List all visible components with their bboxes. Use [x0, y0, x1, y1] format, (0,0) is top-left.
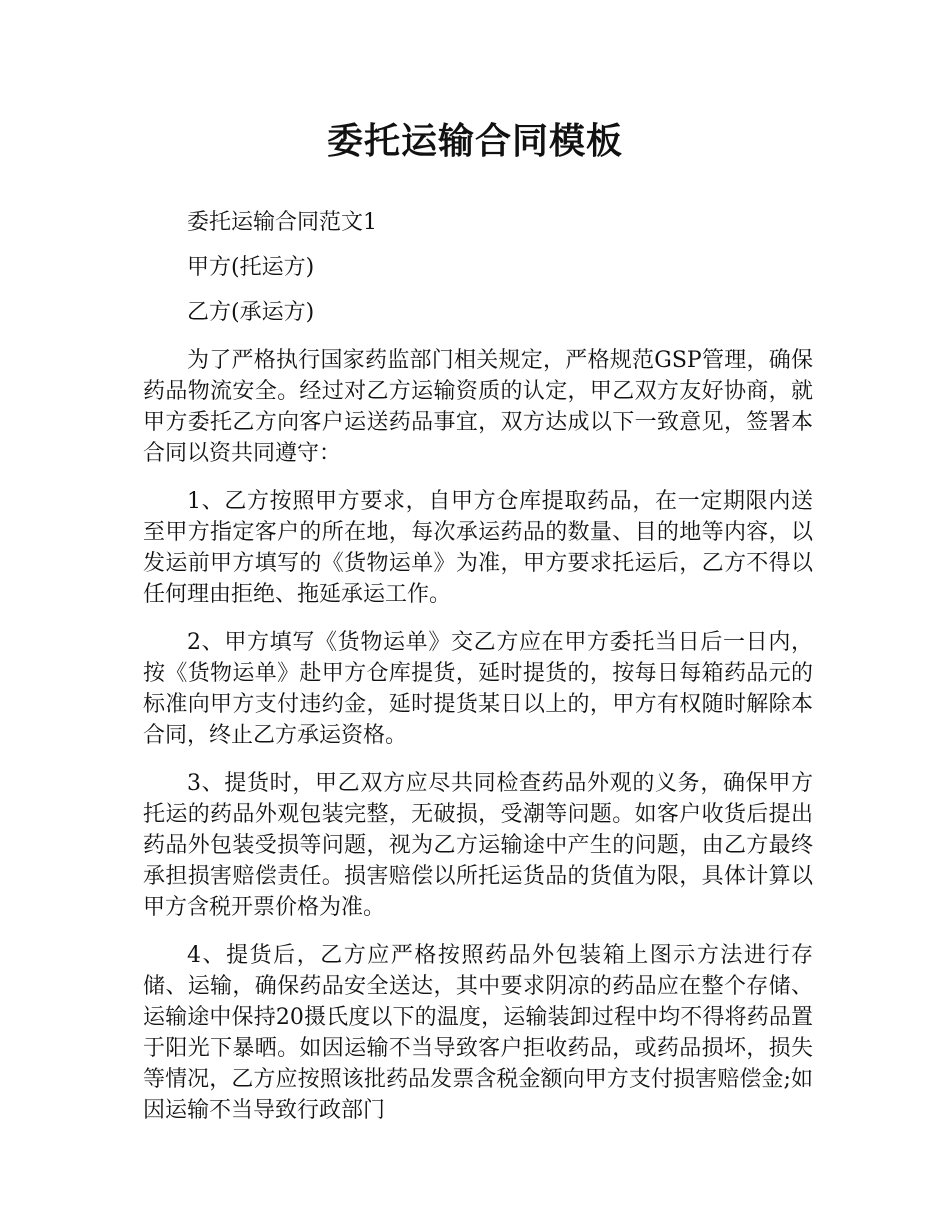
heading-line-party-b: 乙方(承运方): [187, 300, 315, 325]
document-title: 委托运输合同模板: [326, 121, 623, 162]
heading-line-party-a: 甲方(托运方): [187, 255, 315, 280]
paragraph-clause-4: 4、提货后，乙方应严格按照药品外包装箱上图示方法进行存储、运输，确保药品安全送达，其中要求阴凉的药品应在整个存储、运输途中保持20摄氏度以下的温度，运输装卸过程中均不得将药品置于阳光下暴晒。如因运输不当导致客户拒收药品，或药品损坏，损失等情况，乙方应按照该批药品发票含税金额向甲方支付损害赔偿金;如因运输不当导致行政部门: [143, 943, 813, 1123]
document-body: [143, 200, 813, 1126]
heading-line-template-name: 委托运输合同范文1: [187, 210, 377, 235]
paragraph-clause-3: 3、提货时，甲乙双方应尽共同检查药品外观的义务，确保甲方托运的药品外观包装完整，无破损，受潮等问题。如客户收货后提出药品外包装受损等问题，视为乙方运输途中产生的问题，由乙方最终承担损害赔偿责任。损害赔偿以所托运货品的货值为限，具体计算以甲方含税开票价格为准。: [143, 771, 813, 920]
paragraph-preamble: 为了严格执行国家药监部门相关规定，严格规范GSP管理，确保药品物流安全。经过对乙方运输资质的认定，甲乙双方友好协商，就甲方委托乙方向客户运送药品事宜，双方达成以下一致意见，签署本合同以资共同遵守：: [143, 348, 813, 466]
paragraph-clause-1: 1、乙方按照甲方要求，自甲方仓库提取药品，在一定期限内送至甲方指定客户的所在地，每次承运药品的数量、目的地等内容，以发运前甲方填写的《货物运单》为准，甲方要求托运后，乙方不得以任何理由拒绝、拖延承运工作。: [143, 489, 813, 607]
paragraph-clause-2: 2、甲方填写《货物运单》交乙方应在甲方委托当日后一日内，按《货物运单》赴甲方仓库提货，延时提货的，按每日每箱药品元的标准向甲方支付违约金，延时提货某日以上的，甲方有权随时解除本合同，终止乙方承运资格。: [143, 630, 813, 748]
